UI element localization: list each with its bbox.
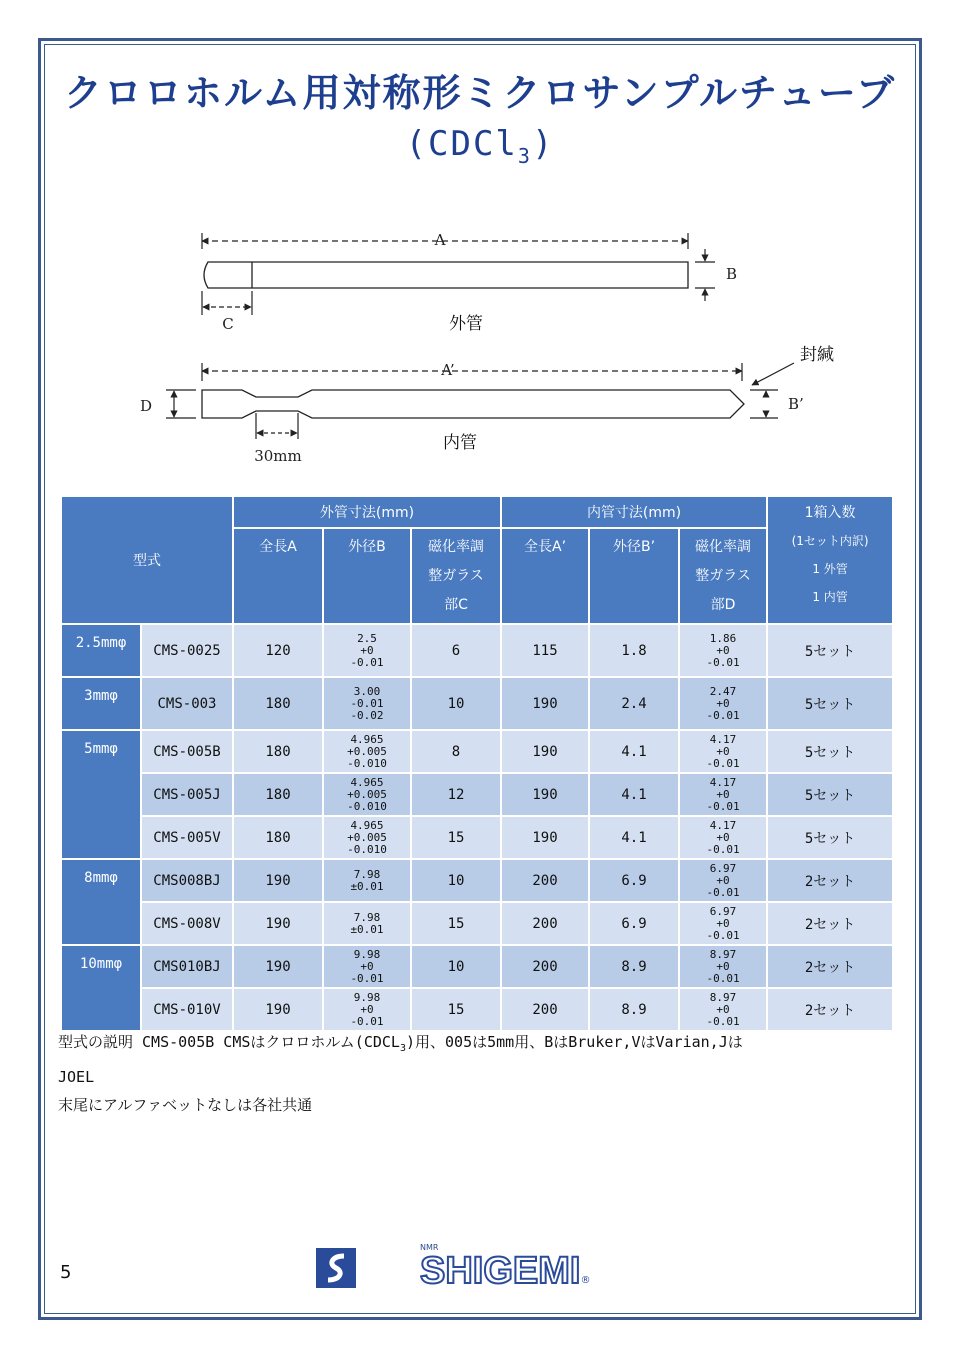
glass-d-cell <box>679 677 767 730</box>
length-a-cell: 180 <box>233 773 323 816</box>
glass-d-cell-line: +0 <box>716 1002 730 1016</box>
header-glass-d: 磁化率調 整ガラス 部D <box>679 528 767 624</box>
size-cell: 10mmφ <box>61 945 141 1031</box>
length-a-cell: 120 <box>233 624 323 677</box>
description-line-2: JOEL <box>58 1068 95 1086</box>
diameter-b-prime-cell: 8.9 <box>589 945 679 988</box>
label-a-prime: A’ <box>441 361 455 379</box>
header-glass-c: 磁化率調 整ガラス 部C <box>411 528 501 624</box>
glass-d-cell-line: +0 <box>716 744 730 758</box>
brand-name: SHIGEMI <box>420 1250 581 1292</box>
diameter-b-prime-cell: 6.9 <box>589 859 679 902</box>
length-a-prime-cell: 190 <box>501 730 589 773</box>
model-cell: CMS008BJ <box>141 859 233 902</box>
glass-d-cell-line: +0 <box>716 959 730 973</box>
length-a-prime-cell: 200 <box>501 988 589 1031</box>
header-inner: 内管寸法(mm) <box>501 496 767 528</box>
label-30mm: 30mm <box>254 447 302 465</box>
dimension-b-prime <box>750 390 778 418</box>
length-a-prime-cell: 190 <box>501 773 589 816</box>
model-description <box>58 1028 908 1119</box>
diameter-b-cell-line: +0 <box>360 959 374 973</box>
table-row <box>61 902 893 945</box>
diameter-b-cell-line: 3.00 <box>353 684 381 698</box>
diameter-b-prime-cell: 4.1 <box>589 773 679 816</box>
brand-nmr: NMR <box>420 1243 439 1252</box>
table-row <box>61 816 893 859</box>
length-a-cell: 190 <box>233 902 323 945</box>
length-a-prime-cell: 200 <box>501 859 589 902</box>
glass-d-cell <box>679 902 767 945</box>
glass-c-cell: 10 <box>411 945 501 988</box>
box-qty-cell: 2セット <box>767 945 893 988</box>
model-cell: CMS-008V <box>141 902 233 945</box>
length-a-cell: 180 <box>233 677 323 730</box>
glass-d-cell-line: +0 <box>716 830 730 844</box>
diameter-b-cell <box>323 902 411 945</box>
tube-diagram-svg <box>130 225 850 475</box>
glass-d-cell-line: -0.01 <box>706 842 740 856</box>
dimension-c <box>202 291 252 315</box>
diameter-b-cell-line: +0.005 <box>347 744 387 758</box>
glass-d-cell-line: -0.01 <box>706 708 740 722</box>
diameter-b-cell <box>323 624 411 677</box>
model-cell: CMS-003 <box>141 677 233 730</box>
glass-d-cell-line: -0.01 <box>706 885 740 899</box>
brand-wordmark <box>420 1243 590 1290</box>
box-qty-cell: 2セット <box>767 902 893 945</box>
glass-d-cell-line: -0.01 <box>706 655 740 669</box>
inner-tube <box>202 390 744 418</box>
inner-tube-label: 内管 <box>443 433 477 453</box>
model-cell: CMS010BJ <box>141 945 233 988</box>
glass-d-cell-line: -0.01 <box>706 1014 740 1028</box>
header-diameter-b: 外径B <box>323 528 411 624</box>
diameter-b-cell-line: 9.98 <box>353 990 381 1004</box>
diameter-b-cell-line: 4.965 <box>350 732 384 746</box>
glass-d-cell <box>679 988 767 1031</box>
page-title: クロロホルム用対称形ミクロサンプルチューブ <box>63 71 897 115</box>
diameter-b-cell-line: -0.010 <box>347 799 387 813</box>
length-a-prime-cell: 200 <box>501 902 589 945</box>
diameter-b-cell-line: 4.965 <box>350 818 384 832</box>
length-a-cell: 180 <box>233 730 323 773</box>
table-row <box>61 945 893 988</box>
diameter-b-cell-line: +0 <box>360 643 374 657</box>
glass-c-cell: 15 <box>411 988 501 1031</box>
spec-table <box>60 495 894 1032</box>
spec-table-body <box>61 624 893 1031</box>
model-cell: CMS-0025 <box>141 624 233 677</box>
header-model: 型式 <box>61 496 233 624</box>
glass-d-cell-line: +0 <box>716 787 730 801</box>
glass-d-cell-line: 4.17 <box>709 775 737 789</box>
length-a-prime-cell: 115 <box>501 624 589 677</box>
diameter-b-cell <box>323 773 411 816</box>
box-qty-cell: 5セット <box>767 816 893 859</box>
size-cell: 5mmφ <box>61 730 141 859</box>
diameter-b-cell-line: +0.005 <box>347 830 387 844</box>
table-row <box>61 773 893 816</box>
label-b-prime: B’ <box>788 395 804 413</box>
header-diameter-b-prime: 外径B’ <box>589 528 679 624</box>
glass-d-cell-line: 2.47 <box>709 684 737 698</box>
diameter-b-cell <box>323 730 411 773</box>
header-length-a: 全長A <box>233 528 323 624</box>
box-qty-cell: 5セット <box>767 677 893 730</box>
size-cell: 3mmφ <box>61 677 141 730</box>
length-a-cell: 190 <box>233 859 323 902</box>
glass-d-cell <box>679 859 767 902</box>
size-cell: 8mmφ <box>61 859 141 945</box>
header-box-qty: 1箱入数 (1セット内訳) 1 外管 1 内管 <box>767 496 893 624</box>
header-length-a-prime: 全長A’ <box>501 528 589 624</box>
diameter-b-cell <box>323 988 411 1031</box>
diameter-b-cell-line: 2.5 <box>357 631 377 645</box>
tube-diagram <box>130 225 850 475</box>
diameter-b-prime-cell: 1.8 <box>589 624 679 677</box>
glass-c-cell: 10 <box>411 677 501 730</box>
diameter-b-cell-line: -0.01 <box>350 655 384 669</box>
box-qty-cell: 5セット <box>767 624 893 677</box>
length-a-prime-cell: 190 <box>501 816 589 859</box>
diameter-b-cell-line: +0.005 <box>347 787 387 801</box>
brand-registered: ® <box>580 1275 591 1286</box>
table-row <box>61 730 893 773</box>
glass-d-cell <box>679 730 767 773</box>
glass-d-cell-line: 8.97 <box>709 990 737 1004</box>
glass-d-cell-line: 4.17 <box>709 818 737 832</box>
length-a-cell: 180 <box>233 816 323 859</box>
diameter-b-cell-line: -0.02 <box>350 708 384 722</box>
table-row <box>61 677 893 730</box>
diameter-b-prime-cell: 6.9 <box>589 902 679 945</box>
shigemi-logo-icon <box>314 1246 358 1290</box>
length-a-prime-cell: 200 <box>501 945 589 988</box>
dimension-a-prime <box>202 363 742 381</box>
glass-d-cell-line: -0.01 <box>706 928 740 942</box>
label-d: D <box>140 397 153 415</box>
glass-d-cell-line: 4.17 <box>709 732 737 746</box>
glass-d-cell <box>679 624 767 677</box>
outer-tube <box>204 262 688 288</box>
box-qty-cell: 5セット <box>767 730 893 773</box>
box-qty-cell: 5セット <box>767 773 893 816</box>
diameter-b-cell-line: 7.98 <box>353 910 381 924</box>
dimension-b <box>695 249 715 301</box>
header-outer: 外管寸法(mm) <box>233 496 501 528</box>
dimension-d <box>166 390 196 418</box>
glass-d-cell-line: +0 <box>716 643 730 657</box>
glass-d-cell-line: -0.01 <box>706 799 740 813</box>
length-a-cell: 190 <box>233 988 323 1031</box>
glass-d-cell-line: 6.97 <box>709 904 737 918</box>
dimension-30mm <box>256 413 298 439</box>
glass-d-cell-line: +0 <box>716 873 730 887</box>
diameter-b-cell <box>323 816 411 859</box>
diameter-b-cell <box>323 677 411 730</box>
description-line-1: 型式の説明 CMS-005B CMSはクロロホルム$(CDCL_3)$用、005は5mm用、BはBruker,VはVarian,Jは <box>58 1033 743 1054</box>
label-b: B <box>726 265 738 283</box>
glass-d-cell-line: -0.01 <box>706 756 740 770</box>
model-cell: CMS-005B <box>141 730 233 773</box>
diameter-b-cell-line: 9.98 <box>353 947 381 961</box>
glass-c-cell: 15 <box>411 816 501 859</box>
seal-pointer <box>752 363 794 385</box>
glass-c-cell: 10 <box>411 859 501 902</box>
table-row <box>61 624 893 677</box>
diameter-b-prime-cell: 4.1 <box>589 730 679 773</box>
diameter-b-cell-line: 4.965 <box>350 775 384 789</box>
box-qty-cell: 2セット <box>767 988 893 1031</box>
diameter-b-cell-line: -0.01 <box>350 696 384 710</box>
diameter-b-prime-cell: 8.9 <box>589 988 679 1031</box>
glass-c-cell: 8 <box>411 730 501 773</box>
diameter-b-cell <box>323 859 411 902</box>
glass-d-cell-line: 6.97 <box>709 861 737 875</box>
glass-d-cell <box>679 945 767 988</box>
length-a-cell: 190 <box>233 945 323 988</box>
glass-c-cell: 15 <box>411 902 501 945</box>
table-row <box>61 859 893 902</box>
diameter-b-prime-cell: 2.4 <box>589 677 679 730</box>
diameter-b-cell-line: -0.01 <box>350 971 384 985</box>
description-line-3: 末尾にアルファベットなしは各社共通 <box>58 1096 313 1114</box>
glass-d-cell-line: 8.97 <box>709 947 737 961</box>
diameter-b-cell-line: -0.010 <box>347 756 387 770</box>
model-cell: CMS-005V <box>141 816 233 859</box>
diameter-b-cell-line: -0.01 <box>350 1014 384 1028</box>
page-subtitle: (CDCl$_3$) <box>405 124 555 168</box>
table-row <box>61 988 893 1031</box>
diameter-b-cell-line: +0 <box>360 1002 374 1016</box>
diameter-b-cell <box>323 945 411 988</box>
glass-d-cell <box>679 773 767 816</box>
size-cell: 2.5mmφ <box>61 624 141 677</box>
diameter-b-cell-line: ±0.01 <box>350 922 384 936</box>
glass-d-cell-line: +0 <box>716 696 730 710</box>
glass-c-cell: 6 <box>411 624 501 677</box>
glass-d-cell-line: -0.01 <box>706 971 740 985</box>
page-number: 5 <box>60 1262 72 1283</box>
label-a: A <box>434 231 446 249</box>
outer-tube-label: 外管 <box>449 314 483 334</box>
label-c: C <box>222 315 234 333</box>
glass-d-cell <box>679 816 767 859</box>
diameter-b-cell-line: -0.010 <box>347 842 387 856</box>
glass-d-cell-line: +0 <box>716 916 730 930</box>
model-cell: CMS-010V <box>141 988 233 1031</box>
diameter-b-cell-line: 7.98 <box>353 867 381 881</box>
diameter-b-cell-line: ±0.01 <box>350 879 384 893</box>
box-qty-cell: 2セット <box>767 859 893 902</box>
model-cell: CMS-005J <box>141 773 233 816</box>
glass-d-cell-line: 1.86 <box>709 631 737 645</box>
diameter-b-prime-cell: 4.1 <box>589 816 679 859</box>
seal-label: 封緘 <box>800 345 834 365</box>
length-a-prime-cell: 190 <box>501 677 589 730</box>
glass-c-cell: 12 <box>411 773 501 816</box>
